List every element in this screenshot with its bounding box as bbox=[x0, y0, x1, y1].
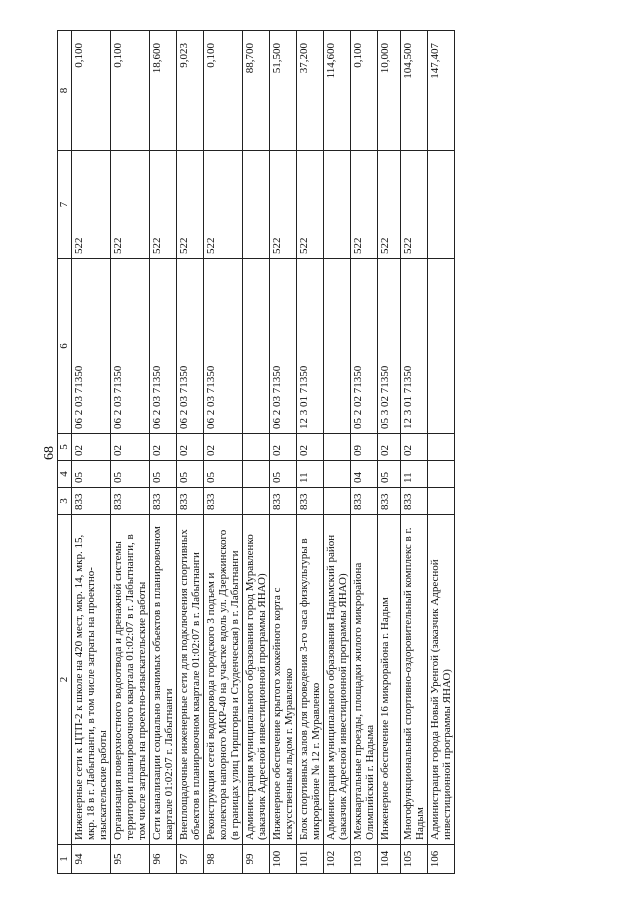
object-name-cell: Организация поверхностного водоотвода и дренажной системы территории планировочного квартала 01:02:07 в г. Лабытнанги, в том числе затраты на проектно-изыскательские работы bbox=[111, 515, 150, 845]
table-row bbox=[72, 31, 111, 874]
expense-type-cell: 522 bbox=[378, 151, 401, 259]
header-cell: 5 bbox=[58, 434, 72, 461]
section-code-cell: 05 bbox=[204, 461, 243, 488]
section-code-cell: 04 bbox=[351, 461, 378, 488]
ministry-code-cell: 833 bbox=[351, 488, 378, 515]
object-name-cell: Межквартальные проезды, площадки жилого микрорайона Олимпийский г. Надыма bbox=[351, 515, 378, 845]
header-cell: 8 bbox=[58, 31, 72, 151]
budget-table bbox=[57, 30, 455, 874]
page-number: 68 bbox=[42, 446, 57, 460]
header-cell: 4 bbox=[58, 461, 72, 488]
subsection-code-cell bbox=[243, 434, 270, 461]
amount-cell: 114,600 bbox=[324, 31, 351, 151]
row-number-cell: 98 bbox=[204, 845, 243, 874]
target-article-cell: 05 3 02 71350 bbox=[378, 259, 401, 434]
target-article-cell bbox=[243, 259, 270, 434]
table-row bbox=[351, 31, 378, 874]
row-number-cell: 104 bbox=[378, 845, 401, 874]
table-row bbox=[150, 31, 177, 874]
target-article-cell: 06 2 03 71350 bbox=[177, 259, 204, 434]
expense-type-cell: 522 bbox=[351, 151, 378, 259]
section-code-cell: 05 bbox=[270, 461, 297, 488]
section-code-cell: 11 bbox=[297, 461, 324, 488]
section-code-cell: 05 bbox=[72, 461, 111, 488]
amount-cell: 104,500 bbox=[401, 31, 428, 151]
table-row bbox=[401, 31, 428, 874]
row-number-cell: 102 bbox=[324, 845, 351, 874]
row-number-cell: 106 bbox=[428, 845, 455, 874]
target-article-cell: 05 2 02 71350 bbox=[351, 259, 378, 434]
expense-type-cell bbox=[428, 151, 455, 259]
object-name-cell: Многофункциональный спортивно-оздоровительный комплекс в г. Надым bbox=[401, 515, 428, 845]
table-row bbox=[204, 31, 243, 874]
expense-type-cell bbox=[243, 151, 270, 259]
section-code-cell: 05 bbox=[177, 461, 204, 488]
subsection-code-cell: 02 bbox=[150, 434, 177, 461]
table-row bbox=[378, 31, 401, 874]
subsection-code-cell: 02 bbox=[378, 434, 401, 461]
expense-type-cell: 522 bbox=[72, 151, 111, 259]
amount-cell: 51,500 bbox=[270, 31, 297, 151]
amount-cell: 147,407 bbox=[428, 31, 455, 151]
subsection-code-cell: 02 bbox=[297, 434, 324, 461]
ministry-code-cell bbox=[243, 488, 270, 515]
ministry-code-cell: 833 bbox=[378, 488, 401, 515]
row-number-cell: 96 bbox=[150, 845, 177, 874]
amount-cell: 0,100 bbox=[204, 31, 243, 151]
row-number-cell: 101 bbox=[297, 845, 324, 874]
ministry-code-cell: 833 bbox=[177, 488, 204, 515]
ministry-code-cell bbox=[428, 488, 455, 515]
amount-cell: 0,100 bbox=[351, 31, 378, 151]
amount-cell: 37,200 bbox=[297, 31, 324, 151]
ministry-code-cell: 833 bbox=[297, 488, 324, 515]
subsection-code-cell: 02 bbox=[72, 434, 111, 461]
subsection-code-cell bbox=[428, 434, 455, 461]
expense-type-cell: 522 bbox=[270, 151, 297, 259]
amount-cell: 10,000 bbox=[378, 31, 401, 151]
expense-type-cell: 522 bbox=[177, 151, 204, 259]
target-article-cell bbox=[324, 259, 351, 434]
object-name-cell: Инженерные сети к ЦТП-2 к школе на 420 мест, мкр. 14, мкр. 15, мкр. 18 в г. Лабытнанги, в том числе затраты на проектно-изыскательские работы bbox=[72, 515, 111, 845]
table-row bbox=[111, 31, 150, 874]
ministry-code-cell: 833 bbox=[204, 488, 243, 515]
object-name-cell: Администрация муниципального образования Надымский район (заказчик Адресной инвестиционной программы ЯНАО) bbox=[324, 515, 351, 845]
subsection-code-cell: 02 bbox=[270, 434, 297, 461]
target-article-cell: 06 2 03 71350 bbox=[204, 259, 243, 434]
row-number-cell: 94 bbox=[72, 845, 111, 874]
amount-cell: 9,023 bbox=[177, 31, 204, 151]
subsection-code-cell bbox=[324, 434, 351, 461]
rotated-table-container bbox=[57, 31, 592, 874]
expense-type-cell: 522 bbox=[204, 151, 243, 259]
table-row bbox=[428, 31, 455, 874]
amount-cell: 0,100 bbox=[72, 31, 111, 151]
table-row bbox=[177, 31, 204, 874]
ministry-code-cell: 833 bbox=[401, 488, 428, 515]
ministry-code-cell: 833 bbox=[72, 488, 111, 515]
expense-type-cell bbox=[324, 151, 351, 259]
section-code-cell bbox=[243, 461, 270, 488]
object-name-cell: Инженерное обеспечение крытого хоккейного корта с искусственным льдом г. Муравленко bbox=[270, 515, 297, 845]
target-article-cell: 12 3 01 71350 bbox=[297, 259, 324, 434]
object-name-cell: Внеплощадочные инженерные сети для подключения спортивных объектов в планировочном квартале 01:02:07 в г. Лабытнанги bbox=[177, 515, 204, 845]
amount-cell: 0,100 bbox=[111, 31, 150, 151]
header-cell: 1 bbox=[58, 845, 72, 874]
section-code-cell bbox=[428, 461, 455, 488]
expense-type-cell: 522 bbox=[111, 151, 150, 259]
subsection-code-cell: 09 bbox=[351, 434, 378, 461]
subsection-code-cell: 02 bbox=[177, 434, 204, 461]
row-number-cell: 97 bbox=[177, 845, 204, 874]
ministry-code-cell: 833 bbox=[150, 488, 177, 515]
object-name-cell: Инженерное обеспечение 16 микрорайона г. Надым bbox=[378, 515, 401, 845]
target-article-cell: 06 2 03 71350 bbox=[270, 259, 297, 434]
object-name-cell: Блок спортивных залов для проведения 3-го часа физкультуры в микрорайоне № 12 г. Муравленко bbox=[297, 515, 324, 845]
ministry-code-cell: 833 bbox=[270, 488, 297, 515]
expense-type-cell: 522 bbox=[401, 151, 428, 259]
target-article-cell: 06 2 03 71350 bbox=[150, 259, 177, 434]
object-name-cell: Сети канализации социально значимых объектов в планировочном квартале 01:02:07 г. Лабытнанги bbox=[150, 515, 177, 845]
header-row bbox=[58, 31, 72, 874]
row-number-cell: 103 bbox=[351, 845, 378, 874]
target-article-cell: 06 2 03 71350 bbox=[111, 259, 150, 434]
header-cell: 7 bbox=[58, 151, 72, 259]
table-row bbox=[270, 31, 297, 874]
ministry-code-cell bbox=[324, 488, 351, 515]
header-cell: 6 bbox=[58, 259, 72, 434]
header-cell: 2 bbox=[58, 515, 72, 845]
table-row bbox=[243, 31, 270, 874]
row-number-cell: 100 bbox=[270, 845, 297, 874]
target-article-cell: 06 2 03 71350 bbox=[72, 259, 111, 434]
target-article-cell bbox=[428, 259, 455, 434]
section-code-cell: 05 bbox=[378, 461, 401, 488]
section-code-cell: 05 bbox=[150, 461, 177, 488]
object-name-cell: Администрация муниципального образования город Муравленко (заказчик Адресной инвестиционной программы ЯНАО) bbox=[243, 515, 270, 845]
table-row bbox=[324, 31, 351, 874]
ministry-code-cell: 833 bbox=[111, 488, 150, 515]
amount-cell: 18,600 bbox=[150, 31, 177, 151]
section-code-cell: 05 bbox=[111, 461, 150, 488]
target-article-cell: 12 3 01 71350 bbox=[401, 259, 428, 434]
expense-type-cell: 522 bbox=[150, 151, 177, 259]
subsection-code-cell: 02 bbox=[111, 434, 150, 461]
subsection-code-cell: 02 bbox=[204, 434, 243, 461]
amount-cell: 88,700 bbox=[243, 31, 270, 151]
row-number-cell: 105 bbox=[401, 845, 428, 874]
row-number-cell: 95 bbox=[111, 845, 150, 874]
object-name-cell: Администрация города Новый Уренгой (заказчик Адресной инвестиционной программы ЯНАО) bbox=[428, 515, 455, 845]
section-code-cell bbox=[324, 461, 351, 488]
subsection-code-cell: 02 bbox=[401, 434, 428, 461]
expense-type-cell: 522 bbox=[297, 151, 324, 259]
header-cell: 3 bbox=[58, 488, 72, 515]
object-name-cell: Реконструкция сетей водопровода городского 3 подъем и коллектора напорного МКР-40 на участке вдоль ул. Дзержинского (в границах улиц Гиршгорна и Студенческая) в г. Лабытнанги bbox=[204, 515, 243, 845]
row-number-cell: 99 bbox=[243, 845, 270, 874]
table-row bbox=[297, 31, 324, 874]
table-body bbox=[72, 31, 455, 874]
section-code-cell: 11 bbox=[401, 461, 428, 488]
